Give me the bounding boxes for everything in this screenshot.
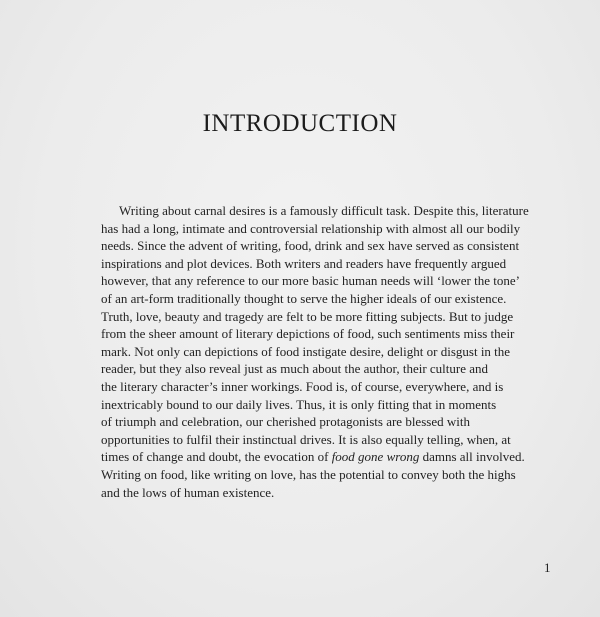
paragraph-line: reader, but they also reveal just as much about the author, their culture and <box>101 361 489 377</box>
page-number: 1 <box>544 560 551 575</box>
paragraph-line: from the sheer amount of literary depictions of food, such sentiments miss their <box>101 326 515 342</box>
paragraph-line: however, that any reference to our more basic human needs will ‘lower the tone’ <box>101 273 520 289</box>
paragraph-line: inspirations and plot devices. Both writers and readers have frequently argued <box>101 255 507 271</box>
paragraph-line: of triumph and celebration, our cherished protagonists are blessed with <box>101 414 470 430</box>
paragraph-line: mark. Not only can depictions of food instigate desire, delight or disgust in the <box>101 343 511 359</box>
paragraph-line: has had a long, intimate and controversial relationship with almost all our bodily <box>101 220 521 236</box>
page-title: INTRODUCTION <box>202 110 398 137</box>
paragraph-line-with-emphasis <box>101 448 525 466</box>
paragraph-line: opportunities to fulfil their instinctual drives. It is also equally telling, when, at <box>101 431 511 447</box>
paragraph-line: Writing about carnal desires is a famously difficult task. Despite this, literature <box>119 203 529 218</box>
line-text-before: times of change and doubt, the evocation of <box>101 449 332 465</box>
introduction-paragraph <box>101 202 529 501</box>
emphasized-phrase: food gone wrong <box>331 449 420 465</box>
paragraph-line: and the lows of human existence. <box>101 484 275 500</box>
paragraph-line: of an art-form traditionally thought to serve the higher ideals of our existence. <box>101 290 507 306</box>
paragraph-line: needs. Since the advent of writing, food, drink and sex have served as consistent <box>101 238 520 254</box>
line-text-after: damns all involved. <box>419 449 525 465</box>
paragraph-line: Truth, love, beauty and tragedy are felt to be more fitting subjects. But to judge <box>101 308 514 324</box>
paragraph-line: the literary character’s inner workings. Food is, of course, everywhere, and is <box>101 378 504 394</box>
paragraph-line: inextricably bound to our daily lives. Thus, it is only fitting that in moments <box>101 396 497 412</box>
paragraph-line: Writing on food, like writing on love, has the potential to convey both the highs <box>101 466 516 482</box>
